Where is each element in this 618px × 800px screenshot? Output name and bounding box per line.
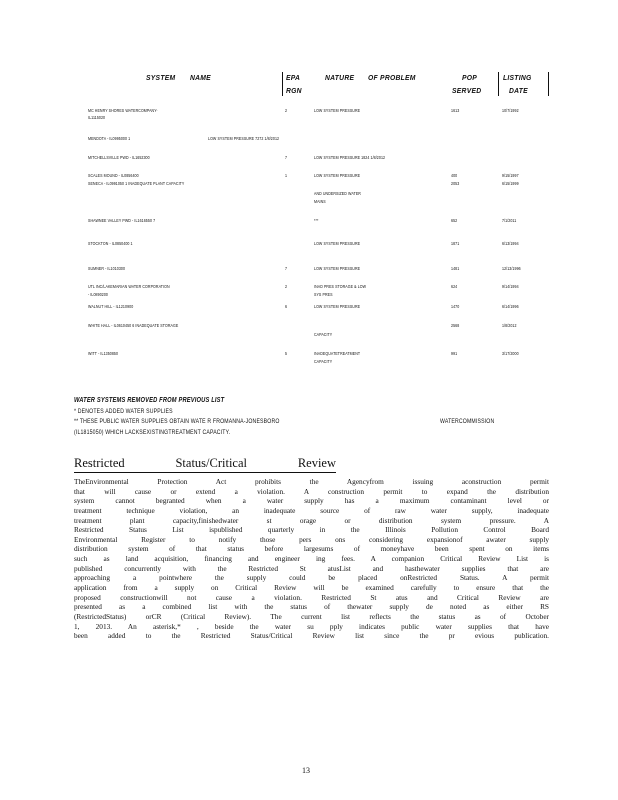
paragraph-line: TheEnvironmental Protection Act prohibits the Agencyfrom issuing aconstruction permit <box>74 477 549 486</box>
row-name: UTL INC/LAKEMARIAN WATER CORPORATION <box>88 284 170 289</box>
paragraph-line: distribution system of that status before largesums of moneyhave been spent on items <box>74 544 549 554</box>
row-id: - IL0890200 <box>88 292 108 297</box>
row-nature: CAPACITY <box>314 332 333 337</box>
row-nature-cont: CAPACITY <box>314 359 333 364</box>
row-date: 7/1/2011 <box>502 218 517 223</box>
body-paragraph <box>74 477 549 641</box>
row-pop: 652 <box>451 218 458 223</box>
page-number: 13 <box>302 766 310 775</box>
row-date: 9/15/1997 <box>502 173 519 178</box>
row-nature: LOW SYSTEM PRESSURE 7272 1/8/2012 <box>208 136 280 141</box>
row-name: SENECA - IL0991050 1 INADEQUATE PLANT CAPACITY <box>88 181 185 186</box>
row-nature: LOW SYSTEM PRESSURE <box>314 173 361 178</box>
row-date: 9/14/1994 <box>502 284 519 289</box>
paragraph-line: Environmental Register to notify those pers ons considering expansionof awater supply <box>74 534 549 544</box>
row-nature: *** <box>314 218 319 223</box>
row-pop: 991 <box>451 351 458 356</box>
paragraph-line: application from a supply on Critical Review will be examined carefully to ensure that the <box>74 583 549 593</box>
row-nature: LOW SYSTEM PRESSURE 1824 1/8/2012 <box>314 155 386 160</box>
row-name: WITT - IL1350850 <box>88 351 119 356</box>
row-date: 3/17/2000 <box>502 351 519 356</box>
header-divider <box>282 72 283 96</box>
row-rgn: 1 <box>285 173 288 178</box>
paragraph-line: that will cause or extend a violation. A construction permit to expand the distribution <box>74 486 549 496</box>
paragraph-line: such as land acquisition, financing and engineer ing fees. A companion Critical Review List is <box>74 554 549 564</box>
removed-note-treatment: (IL1815050) WHICH LACKSEXISTINGTREATMENT CAPACITY. <box>74 429 231 436</box>
col-header-pop: POP <box>462 73 478 82</box>
row-pop: 1613 <box>451 108 460 113</box>
row-name: WALNUT HILL - IL1210900 <box>88 304 134 309</box>
paragraph-line: Restricted Status List ispublished quarterly in the Illinois Pollution Control Board <box>74 525 549 535</box>
paragraph-line: treatment technique violation, an inadequate source of raw water supply, inadequate <box>74 505 549 515</box>
row-name: STOCKTON - IL0850400 1 <box>88 241 133 246</box>
row-name: WHITE HALL - IL0610450 6 INADEQUATE STORAGE <box>88 323 179 328</box>
col-header-epa: EPA <box>286 73 301 82</box>
row-date: 6/15/1999 <box>502 181 519 186</box>
col-header-name: NAME <box>190 73 211 82</box>
row-date: 6/13/1994 <box>502 241 519 246</box>
row-rgn: 7 <box>285 266 288 271</box>
row-date: 1/8/2012 <box>502 323 517 328</box>
header-divider <box>498 72 499 96</box>
row-date: 12/13/1996 <box>502 266 521 271</box>
paragraph-line: approaching a pointwhere the supply could be placed onRestricted Status. A permit <box>74 573 549 583</box>
row-date: 10/7/1992 <box>502 108 519 113</box>
row-nature: LOW SYSTEM PRESSURE <box>314 108 361 113</box>
row-id: IL1115020 <box>88 115 106 120</box>
row-name: MENDOTA - IL0995000 1 <box>88 136 131 141</box>
row-nature: LOW SYSTEM PRESSURE <box>314 304 361 309</box>
row-pop: 1481 <box>451 266 460 271</box>
row-nature: LOW SYSTEM PRESSURE <box>314 241 361 246</box>
row-date: 6/14/1996 <box>502 304 519 309</box>
row-nature: INADEQUATETREATMENT <box>314 351 361 356</box>
col-header-listing: LISTING <box>503 73 532 82</box>
row-name: MITCHELLSVILLE PWD - IL1652300 <box>88 155 150 160</box>
row-pop: 400 <box>451 173 458 178</box>
row-rgn: 6 <box>285 304 288 309</box>
row-pop: 2568 <box>451 323 460 328</box>
row-name: SUMNER - IL1010300 <box>88 266 126 271</box>
col-header-system: SYSTEM <box>146 73 176 82</box>
heading-word: Restricted <box>74 456 125 470</box>
paragraph-line: presented as a combined list with the status of thewater supply de noted as either RS <box>74 602 549 612</box>
row-rgn: 7 <box>285 155 288 160</box>
heading-word: Review <box>297 456 336 470</box>
paragraph-line: proposed constructionwill not cause a violation. Restricted St atus and Critical Review are <box>74 592 549 602</box>
row-pop: 1871 <box>451 241 460 246</box>
col-header-served: SERVED <box>452 86 482 95</box>
row-rgn: 2 <box>285 284 288 289</box>
row-nature: AND UNDERSIZED WATER <box>314 191 361 196</box>
row-name: MC HENRY SHORES WATERCOMPANY- <box>88 108 158 113</box>
paragraph-line: published concurrently with the Restricted St atusList and hasthewater supplies that are <box>74 563 549 573</box>
paragraph-line: (RestrictedStatus) orCR (Critical Review). The current list reflects the status as of October <box>74 611 549 621</box>
removed-title: WATER SYSTEMS REMOVED FROM PREVIOUS LIST <box>74 397 225 404</box>
header-divider <box>548 72 549 96</box>
removed-note-commission: WATERCOMMISSION <box>440 418 495 425</box>
row-nature: LOW SYSTEM PRESSURE <box>314 266 361 271</box>
col-header-nature: NATURE <box>325 73 355 82</box>
row-nature: INAD PRES STORAGE & LOW <box>314 284 367 289</box>
removed-note-added: * DENOTES ADDED WATER SUPPLIES <box>74 408 173 415</box>
row-name: SHAWNEE VALLEY PWD - IL1616550 7 <box>88 218 156 223</box>
row-pop: 1470 <box>451 304 460 309</box>
row-rgn: 5 <box>285 351 288 356</box>
row-rgn: 2 <box>285 108 288 113</box>
paragraph-line: 1, 2013. An asterisk,* , beside the water su pply indicates public water supplies that have <box>74 621 549 631</box>
paragraph-line: system cannot begranted when a water supply has a maximum contaminant level or <box>74 496 549 506</box>
col-header-of-problem: OF PROBLEM <box>368 73 416 82</box>
paragraph-line: treatment plant capacity,finishedwater st orage or distribution system pressure. A <box>74 515 549 525</box>
row-nature-cont: SYS PRES <box>314 292 333 297</box>
row-pop: 624 <box>451 284 458 289</box>
heading-word: Status/Critical <box>175 456 248 470</box>
paragraph-line: been added to the Restricted Status/Critical Review list since the pr evious publication. <box>74 631 549 641</box>
removed-note-public: ** THESE PUBLIC WATER SUPPLIES OBTAIN WATE R FROMANNA-JONESBORO <box>74 418 280 425</box>
row-nature-cont: MAINS <box>314 199 326 204</box>
row-name: SCALES MOUND - IL0856400 <box>88 173 139 178</box>
section-heading <box>74 456 336 473</box>
col-header-rgn: RGN <box>286 86 302 95</box>
col-header-date: DATE <box>509 86 528 95</box>
row-pop: 2053 <box>451 181 460 186</box>
